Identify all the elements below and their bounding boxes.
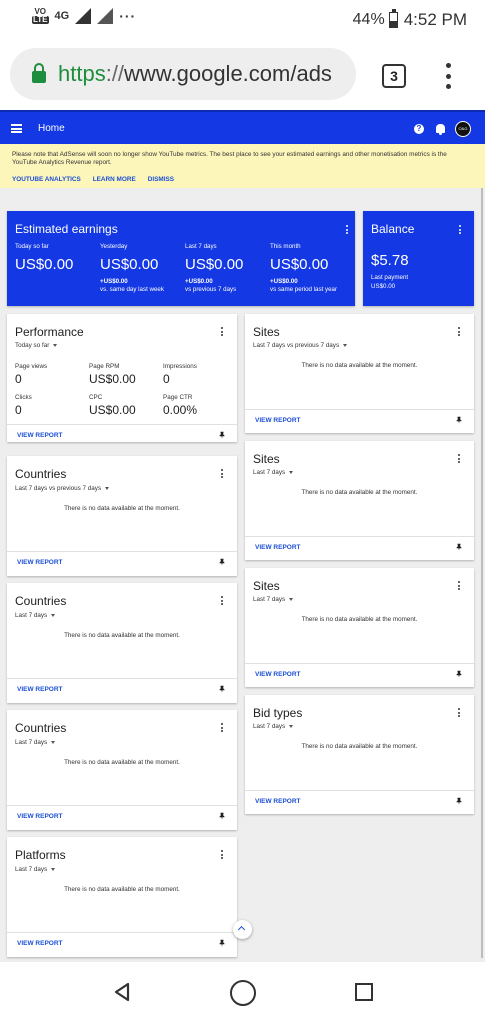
divider bbox=[245, 536, 474, 537]
balance-value: $5.78 bbox=[371, 252, 409, 269]
view-report-link[interactable]: VIEW REPORT bbox=[255, 544, 301, 551]
caret-down-icon bbox=[289, 471, 293, 474]
date-range-dropdown[interactable]: Last 7 days bbox=[253, 469, 293, 476]
date-range-dropdown[interactable]: Last 7 days bbox=[15, 866, 55, 873]
more-vert-icon[interactable] bbox=[221, 723, 224, 732]
app-bar bbox=[0, 110, 485, 144]
countries-card-3 bbox=[7, 710, 237, 830]
platforms-card bbox=[7, 837, 237, 957]
more-vert-icon[interactable] bbox=[458, 708, 461, 717]
divider bbox=[245, 663, 474, 664]
signal-no-service-icon bbox=[97, 8, 113, 24]
page-scrollbar[interactable] bbox=[481, 188, 483, 958]
battery-icon bbox=[389, 12, 398, 28]
dismiss-link[interactable]: DISMISS bbox=[147, 176, 175, 183]
performance-card bbox=[7, 314, 237, 442]
card-title: Estimated earnings bbox=[15, 222, 118, 236]
notice-banner bbox=[0, 144, 485, 188]
pin-icon[interactable] bbox=[218, 431, 226, 439]
view-report-link[interactable]: VIEW REPORT bbox=[17, 559, 63, 566]
pin-icon[interactable] bbox=[455, 416, 463, 424]
battery-percent: 44% bbox=[352, 11, 385, 28]
no-data-message: There is no data available at the moment. bbox=[301, 362, 418, 369]
lock-icon bbox=[32, 71, 46, 83]
tab-switcher-button[interactable]: 3 bbox=[382, 64, 406, 88]
more-vert-icon[interactable] bbox=[458, 581, 461, 590]
metric-label: Clicks bbox=[15, 394, 32, 401]
sites-card-1 bbox=[245, 314, 474, 433]
date-range-dropdown[interactable]: Last 7 days bbox=[253, 723, 293, 730]
metric-label: Impressions bbox=[163, 363, 197, 370]
divider bbox=[7, 678, 237, 679]
metric-value: 0 bbox=[15, 372, 22, 386]
caret-down-icon bbox=[289, 725, 293, 728]
caret-down-icon bbox=[289, 598, 293, 601]
no-data-message: There is no data available at the moment. bbox=[64, 886, 180, 893]
caret-down-icon bbox=[53, 344, 57, 347]
sites-card-3 bbox=[245, 568, 474, 687]
recent-apps-icon[interactable] bbox=[355, 983, 373, 1001]
divider bbox=[245, 409, 474, 410]
page-title: Home bbox=[38, 123, 65, 134]
pin-icon[interactable] bbox=[218, 685, 226, 693]
caret-down-icon bbox=[51, 614, 55, 617]
metric-value: US$0.00 bbox=[89, 403, 136, 417]
pin-icon[interactable] bbox=[455, 543, 463, 551]
view-report-link[interactable]: VIEW REPORT bbox=[17, 813, 63, 820]
view-report-link[interactable]: VIEW REPORT bbox=[17, 940, 63, 947]
browser-menu-icon[interactable] bbox=[438, 60, 458, 92]
card-title: Platforms bbox=[15, 848, 66, 862]
divider bbox=[7, 551, 237, 552]
network-type: 4G bbox=[54, 10, 70, 22]
volte-icon: VO LTE bbox=[33, 7, 48, 24]
learn-more-link[interactable]: LEARN MORE bbox=[92, 176, 136, 183]
card-title: Bid types bbox=[253, 706, 303, 720]
balance-card bbox=[363, 211, 474, 306]
caret-down-icon bbox=[51, 741, 55, 744]
last-payment-label: Last payment bbox=[371, 274, 409, 281]
browser-toolbar bbox=[0, 38, 485, 110]
status-bar bbox=[0, 0, 485, 38]
metric-label: Page CTR bbox=[163, 394, 193, 401]
view-report-link[interactable]: VIEW REPORT bbox=[255, 671, 301, 678]
pin-icon[interactable] bbox=[455, 670, 463, 678]
more-vert-icon[interactable] bbox=[221, 850, 224, 859]
card-title: Balance bbox=[371, 222, 415, 236]
more-vert-icon[interactable] bbox=[221, 327, 224, 336]
metric-value: US$0.00 bbox=[89, 372, 136, 386]
estimated-earnings-card bbox=[7, 211, 355, 306]
caret-down-icon bbox=[51, 868, 55, 871]
no-data-message: There is no data available at the moment. bbox=[301, 489, 418, 496]
no-data-message: There is no data available at the moment. bbox=[301, 743, 418, 750]
earnings-this-month: This month US$0.00 +US$0.00 vs same period last year bbox=[270, 243, 338, 293]
date-range-dropdown[interactable]: Last 7 days vs previous 7 days bbox=[15, 485, 109, 492]
last-payment-value: US$0.00 bbox=[371, 283, 396, 290]
no-data-message: There is no data available at the moment. bbox=[64, 759, 180, 766]
sites-card-2 bbox=[245, 441, 474, 560]
more-vert-icon[interactable] bbox=[458, 454, 461, 463]
view-report-link[interactable]: VIEW REPORT bbox=[255, 417, 301, 424]
signal-icon bbox=[75, 8, 91, 24]
no-data-message: There is no data available at the moment. bbox=[64, 632, 180, 639]
adsense-page bbox=[0, 110, 485, 962]
card-title: Countries bbox=[15, 594, 67, 608]
url-text[interactable]: https://www.google.com/ads bbox=[58, 61, 332, 86]
more-vert-icon[interactable] bbox=[221, 469, 224, 478]
metric-value: 0 bbox=[163, 372, 170, 386]
scroll-to-top-button[interactable] bbox=[233, 920, 252, 939]
home-icon[interactable] bbox=[230, 980, 256, 1006]
no-data-message: There is no data available at the moment. bbox=[64, 505, 180, 512]
metric-label: Page RPM bbox=[89, 363, 120, 370]
metric-value: 0 bbox=[15, 403, 22, 417]
youtube-analytics-link[interactable]: YOUTUBE ANALYTICS bbox=[12, 176, 81, 183]
system-navigation-bar bbox=[0, 962, 485, 1024]
date-range-dropdown[interactable]: Today so far bbox=[15, 342, 57, 349]
earnings-yesterday: Yesterday US$0.00 +US$0.00 vs. same day last week bbox=[100, 243, 164, 293]
date-range-dropdown[interactable]: Last 7 days bbox=[15, 739, 55, 746]
date-range-dropdown[interactable]: Last 7 days bbox=[15, 612, 55, 619]
card-title: Performance bbox=[15, 325, 84, 339]
more-notifications-icon: ··· bbox=[119, 8, 137, 24]
pin-icon[interactable] bbox=[218, 558, 226, 566]
hamburger-menu-icon[interactable] bbox=[11, 124, 22, 133]
metric-label: CPC bbox=[89, 394, 103, 401]
more-vert-icon[interactable] bbox=[459, 225, 462, 234]
notifications-bell-icon[interactable] bbox=[436, 124, 445, 133]
countries-card-1 bbox=[7, 456, 237, 576]
date-range-dropdown[interactable]: Last 7 days bbox=[253, 596, 293, 603]
more-vert-icon[interactable] bbox=[221, 596, 224, 605]
card-title: Countries bbox=[15, 721, 67, 735]
divider bbox=[245, 790, 474, 791]
card-title: Sites bbox=[253, 325, 280, 339]
account-avatar[interactable]: O&G bbox=[455, 121, 471, 137]
more-vert-icon[interactable] bbox=[458, 327, 461, 336]
back-icon[interactable] bbox=[112, 982, 132, 1002]
pin-icon[interactable] bbox=[218, 812, 226, 820]
clock: 4:52 PM bbox=[403, 10, 467, 29]
notice-text: Please note that AdSense will soon no longer show YouTube metrics. The best place to see your estimated earnings and other monetisation metrics is the YouTube Analytics Revenue report. bbox=[12, 151, 447, 166]
address-bar[interactable] bbox=[10, 48, 356, 100]
divider bbox=[7, 805, 237, 806]
no-data-message: There is no data available at the moment. bbox=[301, 616, 418, 623]
view-report-link[interactable]: VIEW REPORT bbox=[17, 432, 63, 439]
earnings-last-7-days: Last 7 days US$0.00 +US$0.00 vs previous 7 days bbox=[185, 243, 244, 293]
pin-icon[interactable] bbox=[218, 939, 226, 947]
help-icon[interactable]: ? bbox=[414, 124, 424, 134]
date-range-dropdown[interactable]: Last 7 days vs previous 7 days bbox=[253, 342, 347, 349]
divider bbox=[7, 932, 237, 933]
card-title: Countries bbox=[15, 467, 67, 481]
card-title: Sites bbox=[253, 452, 280, 466]
view-report-link[interactable]: VIEW REPORT bbox=[17, 686, 63, 693]
divider bbox=[7, 424, 237, 425]
bid-types-card bbox=[245, 695, 474, 814]
caret-down-icon bbox=[343, 344, 347, 347]
metric-label: Page views bbox=[15, 363, 48, 370]
more-vert-icon[interactable] bbox=[346, 225, 349, 234]
metric-value: 0.00% bbox=[163, 403, 198, 417]
pin-icon[interactable] bbox=[455, 797, 463, 805]
earnings-today: Today so far US$0.00 bbox=[15, 243, 74, 273]
view-report-link[interactable]: VIEW REPORT bbox=[255, 798, 301, 805]
card-title: Sites bbox=[253, 579, 280, 593]
caret-down-icon bbox=[105, 487, 109, 490]
countries-card-2 bbox=[7, 583, 237, 703]
